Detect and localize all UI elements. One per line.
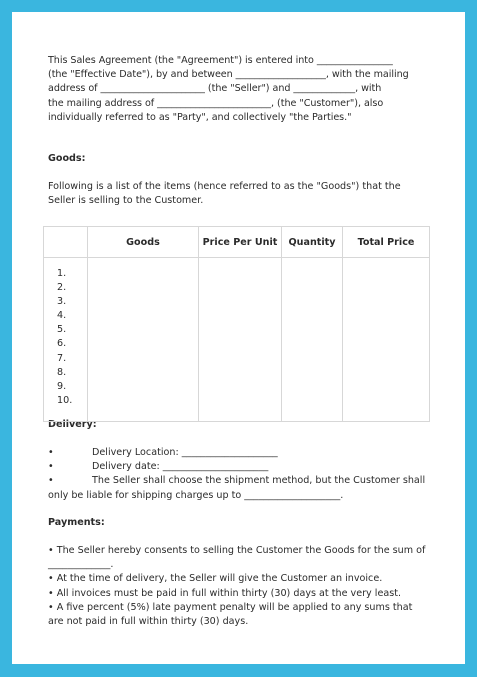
intro-paragraph: [48, 54, 432, 125]
delivery-date-text: Delivery date: ______________________: [92, 461, 269, 473]
delivery-item-shipping: [48, 474, 432, 488]
intro-line: address of ______________________ (the "Seller") and _____________, with: [48, 83, 382, 95]
goods-table-header-row: [44, 227, 430, 258]
intro-line: This Sales Agreement (the "Agreement") is entered into ________________: [48, 55, 393, 66]
delivery-shipping-text-cont: only be liable for shipping charges up to ____________________.: [48, 489, 344, 501]
item-number: 5.: [57, 324, 67, 336]
delivery-list: [48, 446, 432, 503]
goods-table-body-row: [44, 258, 430, 422]
delivery-location-text: Delivery Location: ____________________: [92, 447, 278, 458]
price-per-unit-cell[interactable]: [199, 258, 282, 422]
payment-item-cont: are not paid in full within thirty (30) days.: [48, 616, 249, 628]
intro-line: the mailing address of ________________________, (the "Customer"), also: [48, 97, 384, 109]
item-number: 6.: [57, 338, 67, 350]
quantity-cell[interactable]: [282, 258, 343, 422]
goods-heading: Goods:: [48, 153, 86, 164]
bullet: •: [48, 461, 54, 473]
bullet: •: [48, 447, 54, 458]
item-number: 1.: [57, 268, 67, 279]
item-number: 2.: [57, 282, 67, 294]
payment-item: • The Seller hereby consents to selling the Customer the Goods for the sum of: [48, 545, 426, 556]
header-goods: Goods: [88, 227, 199, 258]
document-page: [12, 12, 465, 664]
goods-line: Following is a list of the items (hence referred to as the "Goods") that the: [48, 181, 401, 192]
delivery-shipping-text: The Seller shall choose the shipment method, but the Customer shall: [92, 475, 426, 487]
payments-heading: Payments:: [48, 517, 105, 528]
header-total-price: Total Price: [343, 227, 430, 258]
payments-list: [48, 544, 432, 629]
item-number: 8.: [57, 366, 67, 378]
payment-item-cont: _____________.: [48, 559, 114, 571]
item-number: 10.: [57, 394, 73, 406]
payment-item: • A five percent (5%) late payment penalty will be applied to any sums that: [48, 601, 413, 613]
delivery-item-location: [48, 446, 432, 460]
item-numbers-cell: [44, 258, 88, 422]
goods-table: [43, 226, 430, 422]
goods-line: Seller is selling to the Customer.: [48, 195, 204, 207]
payment-item: • At the time of delivery, the Seller will give the Customer an invoice.: [48, 573, 383, 585]
item-number: 9.: [57, 380, 67, 392]
intro-line: individually referred to as "Party", and collectively "the Parties.": [48, 111, 352, 123]
item-number: 4.: [57, 310, 67, 322]
header-price-per-unit: Price Per Unit: [199, 227, 282, 258]
item-number: 7.: [57, 352, 67, 364]
bullet: •: [48, 475, 54, 487]
payment-item: • All invoices must be paid in full within thirty (30) days at the very least.: [48, 587, 402, 599]
total-price-cell[interactable]: [343, 258, 430, 422]
item-number: 3.: [57, 296, 67, 308]
header-number: [44, 227, 88, 258]
goods-paragraph: [48, 180, 432, 208]
delivery-item-date: [48, 460, 432, 474]
header-quantity: Quantity: [282, 227, 343, 258]
goods-cell[interactable]: [88, 258, 199, 422]
intro-line: (the "Effective Date"), by and between ___________________, with the mailing: [48, 69, 409, 81]
delivery-heading: Delivery:: [48, 419, 97, 430]
